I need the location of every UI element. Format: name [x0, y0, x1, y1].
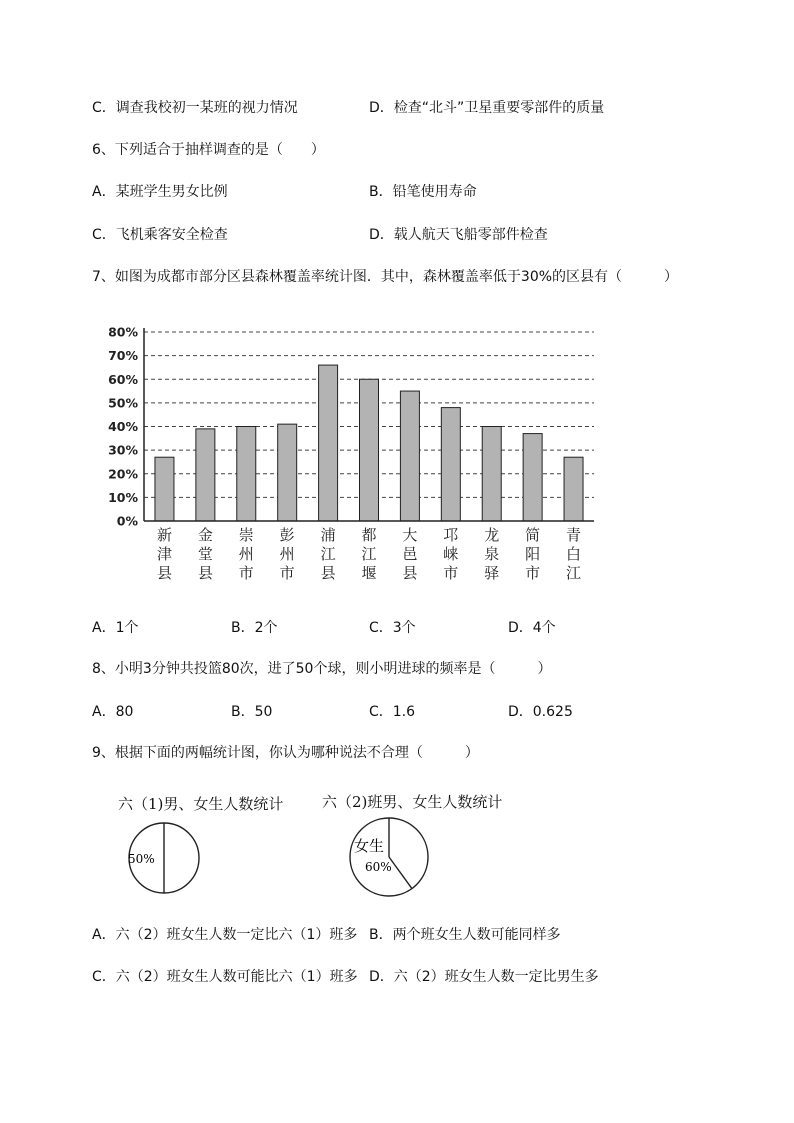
pie2-label-value: 60%: [365, 860, 392, 874]
bar: [155, 457, 174, 521]
bar: [360, 379, 379, 521]
pie1-label: 50%: [128, 852, 155, 866]
q8-option-b: B．50: [231, 704, 273, 720]
pie2-label-name: 女生: [354, 837, 385, 855]
x-tick-label-char: 崃: [443, 545, 459, 563]
q6-stem: 6、下列适合于抽样调查的是（ ）: [92, 142, 325, 158]
x-tick-label-char: 崇: [238, 526, 254, 544]
bar: [319, 365, 338, 521]
x-tick-label-char: 新: [156, 526, 172, 544]
x-tick-label-char: 泉: [484, 545, 500, 563]
x-tick-label-char: 江: [361, 545, 377, 563]
x-tick-label-char: 州: [279, 545, 295, 563]
q6-option-b: B．铅笔使用寿命: [369, 184, 477, 200]
x-tick-label-char: 龙: [484, 526, 500, 544]
x-tick-label-char: 浦: [320, 526, 336, 544]
bar: [278, 424, 297, 521]
x-tick-label-char: 市: [525, 564, 541, 582]
q8-stem: 8、小明3分钟共投篮80次，进了50个球，则小明进球的频率是（ ）: [92, 661, 552, 677]
x-tick-label-char: 堰: [361, 564, 377, 582]
bar: [400, 391, 419, 521]
x-tick-label-char: 彭: [279, 526, 295, 544]
bar: [482, 427, 501, 522]
x-tick-label-char: 都: [361, 526, 377, 544]
q7-option-c: C．3个: [369, 620, 416, 636]
x-tick-label-char: 青: [566, 526, 582, 544]
y-tick-label: 20%: [108, 466, 138, 482]
x-tick-label-char: 阳: [525, 545, 541, 563]
y-tick-label: 60%: [108, 371, 138, 387]
q7-stem: 7、如图为成都市部分区县森林覆盖率统计图．其中，森林覆盖率低于30%的区县有（ ）: [92, 269, 679, 285]
q9-option-c: C．六（2）班女生人数可能比六（1）班多: [92, 969, 358, 985]
x-tick-label-char: 县: [156, 564, 172, 582]
x-tick-label-char: 市: [443, 564, 459, 582]
x-tick-label-char: 津: [156, 545, 172, 563]
q5-option-c: C．调查我校初一某班的视力情况: [92, 100, 298, 116]
q8-option-a: A．80: [92, 704, 134, 720]
q7-option-a: A．1个: [92, 620, 139, 636]
bar: [196, 429, 215, 521]
y-tick-label: 80%: [108, 324, 138, 340]
x-tick-label-char: 堂: [197, 545, 213, 563]
x-tick-label-char: 大: [402, 526, 418, 544]
x-tick-label-char: 县: [402, 564, 418, 582]
q7-option-b: B．2个: [231, 620, 278, 636]
q5-option-d: D．检查“北斗”卫星重要零部件的质量: [369, 100, 605, 116]
x-tick-label-char: 州: [238, 545, 254, 563]
q9-option-d: D．六（2）班女生人数一定比男生多: [369, 969, 599, 985]
pie2-title: 六（2)班男、女生人数统计: [322, 793, 503, 811]
x-tick-label-char: 简: [525, 526, 541, 544]
bar: [441, 408, 460, 521]
x-tick-label-char: 县: [197, 564, 213, 582]
pie1-title: 六（1)男、女生人数统计: [118, 795, 284, 813]
x-tick-label-char: 邑: [402, 545, 418, 563]
q8-option-c: C．1.6: [369, 704, 416, 720]
x-tick-label-char: 驿: [484, 564, 500, 582]
q6-option-d: D．载人航天飞船零部件检查: [369, 227, 548, 243]
y-tick-label: 10%: [108, 489, 138, 505]
q6-option-c: C．飞机乘客安全检查: [92, 227, 228, 243]
y-tick-label: 30%: [108, 442, 138, 458]
x-tick-label-char: 县: [320, 564, 336, 582]
q9-option-a: A．六（2）班女生人数一定比六（1）班多: [92, 927, 358, 943]
forest-coverage-bar-chart: [100, 318, 600, 586]
x-tick-label-char: 江: [566, 564, 582, 582]
pie-chart-class-1: [122, 821, 206, 895]
x-tick-label-char: 白: [566, 545, 582, 563]
x-tick-label-char: 市: [238, 564, 254, 582]
q8-option-d: D．0.625: [508, 704, 573, 720]
y-tick-label: 50%: [108, 395, 138, 411]
x-tick-label-char: 江: [320, 545, 336, 563]
y-tick-label: 0%: [116, 513, 138, 529]
y-tick-label: 40%: [108, 419, 138, 434]
bar: [237, 427, 256, 522]
x-tick-label-char: 市: [279, 564, 295, 582]
x-tick-label-char: 邛: [443, 526, 459, 544]
bar: [523, 434, 542, 521]
y-tick-label: 70%: [108, 348, 138, 364]
x-tick-label-char: 金: [197, 526, 213, 544]
q9-option-b: B．两个班女生人数可能同样多: [369, 927, 561, 943]
pie-chart-class-2: [346, 817, 432, 897]
q6-option-a: A．某班学生男女比例: [92, 184, 228, 200]
q9-stem: 9、根据下面的两幅统计图，你认为哪种说法不合理（ ）: [92, 745, 479, 761]
bar: [564, 457, 583, 521]
q7-option-d: D．4个: [508, 620, 556, 636]
